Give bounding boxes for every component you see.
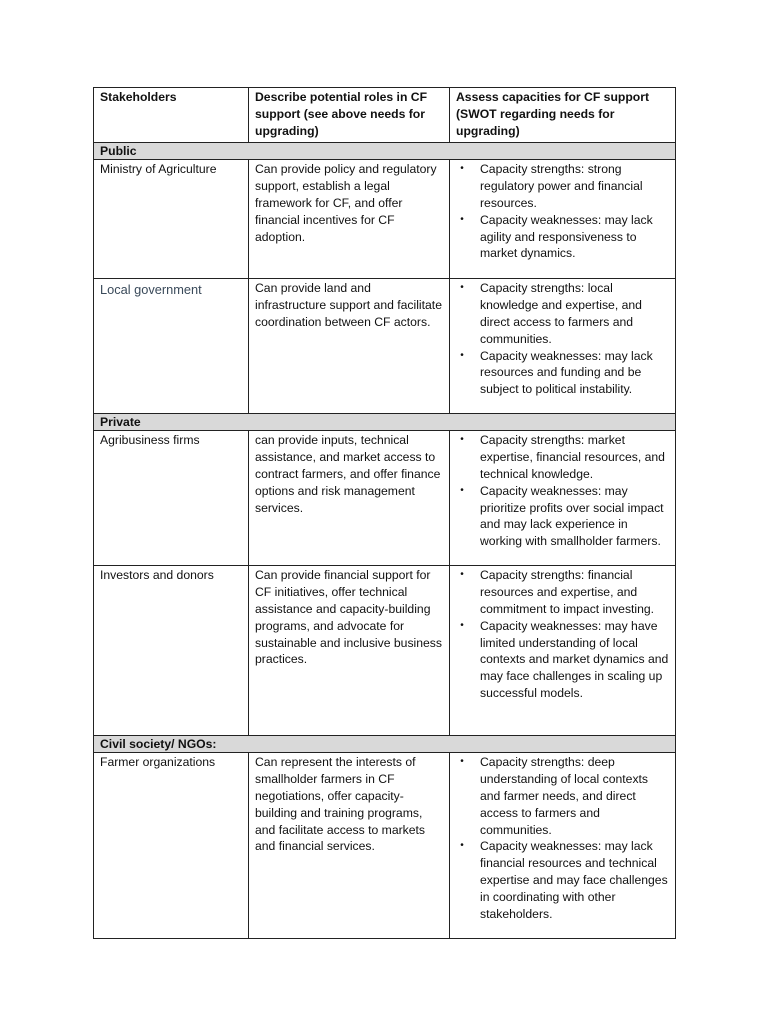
list-item: • Capacity weaknesses: may have limited understanding of local contexts and market dynamics and may face challenges in scaling up successful models. — [456, 618, 669, 702]
capacity-cell — [450, 566, 676, 736]
stakeholder-cell: Farmer organizations — [94, 753, 249, 939]
list-item: • Capacity strengths: strong regulatory power and financial resources. — [456, 161, 669, 211]
stakeholder-cell: Agribusiness firms — [94, 431, 249, 566]
bullet-icon: • — [460, 619, 464, 631]
stakeholder-label: Local government — [100, 282, 202, 298]
header-row — [94, 88, 676, 143]
role-cell: Can provide financial support for CF initiatives, offer technical assistance and capacity-building programs, and advocate for sustainable and inclusive business practices. — [249, 566, 450, 736]
list-item: • Capacity weaknesses: may prioritize profits over social impact and may lack experience in working with smallholder farmers. — [456, 483, 669, 550]
bullet-icon: • — [460, 434, 464, 446]
role-cell: Can provide policy and regulatory support, establish a legal framework for CF, and offer financial incentives for CF adoption. — [249, 160, 450, 279]
capacity-list — [456, 432, 669, 550]
bullet-icon: • — [460, 282, 464, 294]
section-title: Civil society/ NGOs: — [94, 736, 676, 753]
list-item: • Capacity weaknesses: may lack resources and funding and be subject to political instability. — [456, 348, 669, 398]
bullet-icon: • — [460, 569, 464, 581]
bullet-icon: • — [460, 840, 464, 852]
section-row-civil-society — [94, 736, 676, 753]
header-capacities: Assess capacities for CF support (SWOT regarding needs for upgrading) — [450, 88, 676, 143]
bullet-icon: • — [460, 484, 464, 496]
list-item: • Capacity weaknesses: may lack agility and responsiveness to market dynamics. — [456, 212, 669, 262]
stakeholder-cell — [94, 279, 249, 414]
bullet-icon: • — [460, 349, 464, 361]
capacity-list — [456, 567, 669, 701]
section-title: Public — [94, 143, 676, 160]
table-row — [94, 279, 676, 414]
section-row-public — [94, 143, 676, 160]
role-cell: Can provide land and infrastructure support and facilitate coordination between CF actors. — [249, 279, 450, 414]
list-item: • Capacity strengths: local knowledge and expertise, and direct access to farmers and communities. — [456, 280, 669, 347]
header-stakeholders: Stakeholders — [94, 88, 249, 143]
capacity-cell — [450, 160, 676, 279]
stakeholder-table — [93, 87, 676, 939]
list-item: • Capacity strengths: financial resources and expertise, and commitment to impact investing. — [456, 567, 669, 617]
capacity-list — [456, 754, 669, 922]
list-item: • Capacity strengths: market expertise, financial resources, and technical knowledge. — [456, 432, 669, 482]
bullet-icon: • — [460, 756, 464, 768]
capacity-cell — [450, 279, 676, 414]
table-row — [94, 431, 676, 566]
capacity-cell — [450, 753, 676, 939]
role-cell: can provide inputs, technical assistance, and market access to contract farmers, and offer finance options and risk management services. — [249, 431, 450, 566]
capacity-list — [456, 161, 669, 262]
table-row — [94, 160, 676, 279]
role-cell: Can represent the interests of smallholder farmers in CF negotiations, offer capacity-building and training programs, and facilitate access to markets and financial services. — [249, 753, 450, 939]
list-item: • Capacity weaknesses: may lack financial resources and technical expertise and may face challenges in coordinating with other stakeholders. — [456, 838, 669, 922]
stakeholder-cell: Ministry of Agriculture — [94, 160, 249, 279]
stakeholder-cell: Investors and donors — [94, 566, 249, 736]
bullet-icon: • — [460, 213, 464, 225]
section-row-private — [94, 414, 676, 431]
capacity-list — [456, 280, 669, 398]
list-item: • Capacity strengths: deep understanding of local contexts and farmer needs, and direct access to farmers and communities. — [456, 754, 669, 838]
table-row — [94, 753, 676, 939]
header-roles: Describe potential roles in CF support (see above needs for upgrading) — [249, 88, 450, 143]
table-row — [94, 566, 676, 736]
bullet-icon: • — [460, 163, 464, 175]
section-title: Private — [94, 414, 676, 431]
capacity-cell — [450, 431, 676, 566]
